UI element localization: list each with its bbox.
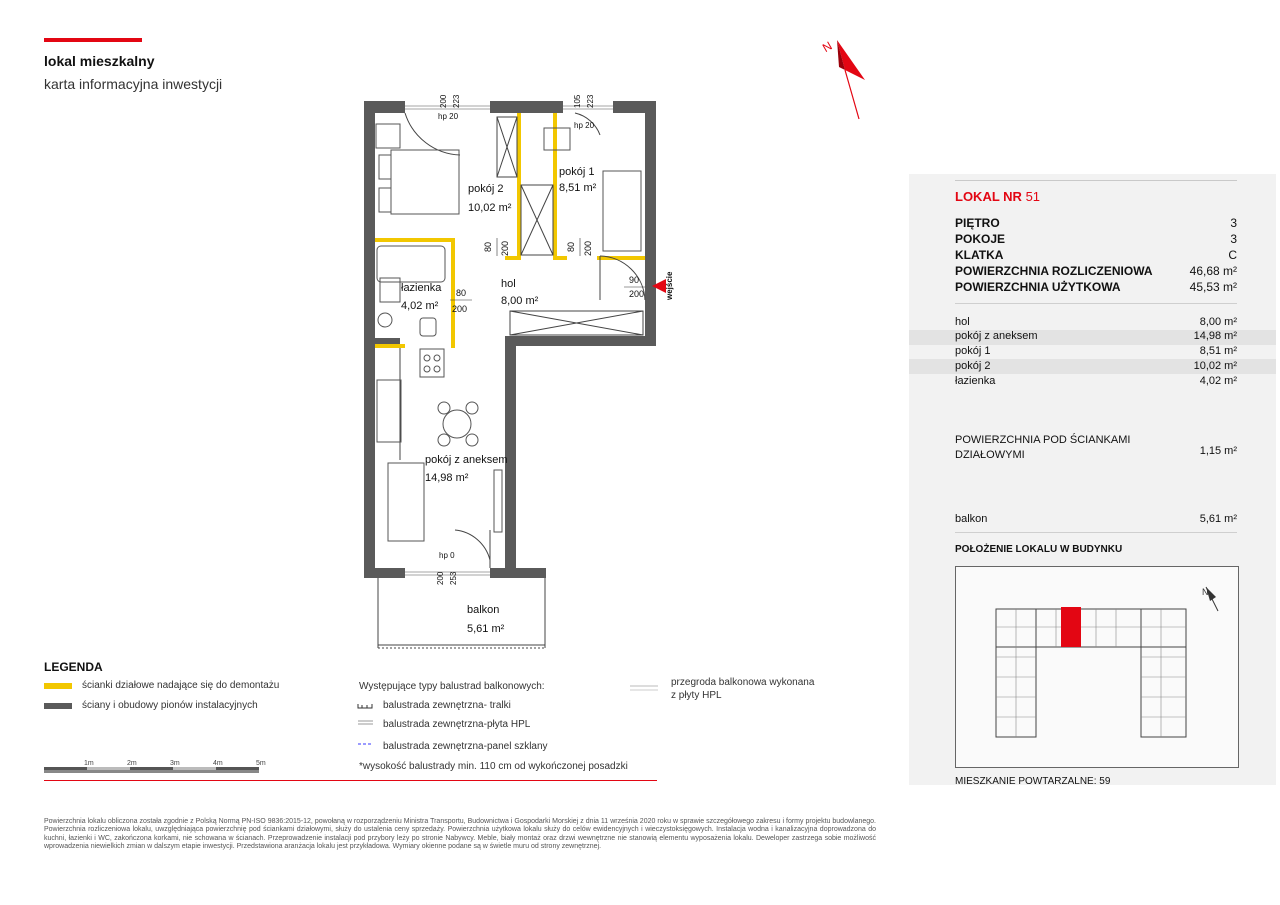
balustrade-type-railing: balustrada zewnętrzna- tralki: [383, 700, 511, 711]
room-row-pokoj2: [955, 360, 1237, 375]
summary-label: POWIERZCHNIA ROZLICZENIOWA: [955, 264, 1153, 278]
room-value: 8,00 m²: [1199, 316, 1237, 328]
room-area-hol: 8,00 m²: [501, 295, 539, 307]
dining-table: [443, 410, 471, 438]
lokal-number: 51: [1025, 189, 1041, 204]
partition-label-1: przegroda balkonowa wykonana: [671, 677, 815, 688]
balustrade-type-glass: balustrada zewnętrzna-panel szklany: [383, 741, 548, 752]
legend-swatch-gray: [44, 703, 72, 709]
lokal-number-heading: [955, 189, 1040, 204]
legend-bottom-rule: [44, 780, 657, 781]
room-value: 14,98 m²: [1193, 330, 1237, 342]
under-walls-value: 1,15 m²: [1199, 445, 1237, 457]
summary-value: 3: [1230, 216, 1237, 230]
summary-row-rooms: [955, 232, 1237, 248]
building-location-map: [955, 566, 1239, 768]
balustrade-railing-icon: [358, 704, 372, 708]
window-hp-3: hp 0: [439, 551, 455, 560]
window-height-2: 223: [586, 94, 595, 108]
balcony: [378, 578, 545, 648]
bathtub: [377, 246, 445, 282]
lokal-label: LOKAL NR: [955, 189, 1022, 204]
balcony-label: balkon: [955, 513, 988, 525]
window-width-1: 200: [439, 94, 448, 108]
balustrade-symbols: [357, 700, 377, 752]
window-width-2: 105: [573, 94, 582, 108]
partition-icon: [630, 684, 660, 694]
door-height-2: 200: [583, 240, 593, 256]
balcony-row: [955, 513, 1237, 528]
under-walls-label-2: DZIAŁOWYMI: [955, 449, 1025, 461]
room-area-balkon: 5,61 m²: [467, 623, 505, 635]
room-value: 4,02 m²: [1199, 375, 1237, 387]
room-name-hol: hol: [501, 278, 516, 290]
room-label: łazienka: [955, 375, 996, 387]
window-hp-2: hp 20: [574, 121, 595, 130]
door-width-2: 80: [566, 241, 576, 252]
room-name-balkon: balkon: [467, 604, 500, 616]
legend-item-walls: ściany i obudowy pionów instalacyjnych: [82, 700, 258, 711]
room-label: pokój z aneksem: [955, 330, 1038, 342]
compass-north-icon: [815, 35, 875, 125]
door-width-4: 90: [629, 275, 640, 285]
room-name-pokoj1: pokój 1: [559, 166, 595, 178]
room-value: 10,02 m²: [1193, 360, 1237, 372]
summary-label: PIĘTRO: [955, 216, 1000, 230]
kitchen-counter: [377, 380, 401, 442]
bed-room1: [603, 171, 641, 251]
window-width-3: 200: [436, 571, 445, 585]
summary-row-floor: [955, 216, 1237, 232]
under-walls-area: [955, 433, 1237, 463]
sofa: [388, 463, 424, 541]
floor-plan: [355, 90, 675, 660]
window-height-1: 223: [452, 94, 461, 108]
panel-top-rule: [955, 180, 1237, 181]
window-height-3: 253: [449, 571, 458, 585]
repeat-count: MIESZKANIE POWTARZALNE: 59: [955, 776, 1111, 787]
balcony-value: 5,61 m²: [1199, 513, 1237, 525]
room-label: pokój 1: [955, 345, 991, 357]
legend-swatch-yellow: [44, 683, 72, 689]
scale-tick-5: 5m: [256, 760, 266, 767]
door-width-3: 80: [456, 288, 467, 298]
room-row-hol: [955, 316, 1237, 331]
room-name-pokoj2: pokój 2: [468, 183, 504, 195]
brand-accent-bar: [44, 38, 142, 42]
room-area-pokoj2: 10,02 m²: [468, 202, 512, 214]
room-row-lazienka: [955, 375, 1237, 390]
scale-tick-2: 2m: [127, 760, 137, 767]
balustrade-type-hpl: balustrada zewnętrzna-płyta HPL: [383, 719, 531, 730]
walls: [364, 101, 656, 578]
room-row-pokoj1: [955, 345, 1237, 360]
scale-tick-4: 4m: [213, 760, 223, 767]
summary-label: POWIERZCHNIA UŻYTKOWA: [955, 280, 1121, 294]
summary-row-billing-area: [955, 264, 1237, 280]
door-height-3: 200: [452, 304, 468, 314]
under-walls-label-1: POWIERZCHNIA POD ŚCIANKAMI: [955, 434, 1131, 446]
summary-row-usable-area: [955, 280, 1237, 296]
door-height-1: 200: [500, 240, 510, 256]
document-subtitle: karta informacyjna inwestycji: [44, 76, 223, 92]
summary-label: KLATKA: [955, 248, 1004, 262]
panel-divider: [955, 532, 1237, 533]
location-title: POŁOŻENIE LOKALU W BUDYNKU: [955, 544, 1123, 555]
room-name-lazienka: łazienka: [401, 282, 442, 294]
balustrade-note: *wysokość balustrady min. 110 cm od wykończonej posadzki: [359, 761, 628, 772]
room-name-pokoj-z-aneksem: pokój z aneksem: [425, 454, 508, 466]
summary-row-staircase: [955, 248, 1237, 264]
legend-item-partitions: ścianki działowe nadające się do demontażu: [82, 680, 280, 691]
toilet: [420, 318, 436, 336]
document-type: lokal mieszkalny: [44, 53, 155, 69]
door-width-1: 80: [483, 241, 493, 252]
scale-bar: [44, 757, 274, 777]
bed-room2: [391, 150, 459, 214]
room-label: hol: [955, 316, 970, 328]
highlighted-unit: [1061, 607, 1081, 647]
room-value: 8,51 m²: [1199, 345, 1237, 357]
panel-divider: [955, 303, 1237, 304]
compass-tail: [845, 70, 859, 119]
room-area-pokoj1: 8,51 m²: [559, 182, 597, 194]
scale-tick-1: 1m: [84, 760, 94, 767]
window-hp-1: hp 20: [438, 112, 459, 121]
legend-title: LEGENDA: [44, 660, 103, 674]
mini-compass-label: N: [1202, 587, 1209, 597]
entrance-label: wejście: [665, 271, 674, 300]
door-height-4: 200: [629, 289, 645, 299]
balustrade-hpl-icon: [358, 721, 373, 724]
room-area-lazienka: 4,02 m²: [401, 300, 439, 312]
building-outline: [956, 567, 1238, 767]
partition-label-2: z płyty HPL: [671, 690, 722, 701]
stove: [420, 349, 444, 377]
dimension-dividers: [450, 238, 645, 300]
room-label: pokój 2: [955, 360, 991, 372]
summary-value: 45,53 m²: [1189, 280, 1237, 294]
room-area-pokoj-z-aneksem: 14,98 m²: [425, 472, 469, 484]
summary-value: 46,68 m²: [1189, 264, 1237, 278]
summary-value: 3: [1230, 232, 1237, 246]
summary-value: C: [1228, 248, 1237, 262]
room-row-pokoj-z-aneksem: [955, 330, 1237, 345]
compass-label: N: [820, 38, 835, 56]
summary-label: POKOJE: [955, 232, 1006, 246]
balustrade-title: Występujące typy balustrad balkonowych:: [359, 681, 545, 692]
legal-footnote: Powierzchnia lokalu obliczona została zgodnie z Polską Normą PN-ISO 9836:2015-12, powołaną w rozporządzeniu Ministra Transportu, Budownictwa i Gospodarki Morskiej z dnia 11 września 2020 roku w sprawie szczegółowego zakresu i formy projektu budowlanego. Powierzchnia rozliczeniowa lokalu, uwzględniająca powierzchnię pod ściankami działowymi, służy do ustalenia ceny sprzedaży. Powierzchnia użytkowa lokalu służy do celów ewidencyjnych i wieczystoksięgowych. Instalacja wodna i kanalizacyjna doprowadzona do kuchni, łazienki i WC, zakończona korkami, nie schowana w ścianach. Przeprowadzenie instalacji pod przybory leży po stronie Nabywcy. Meble, biały montaż oraz drzwi wewnętrzne nie stanowią elementu wyposażenia lokalu. Deweloper zastrzega sobie możliwość wprowadzenia niewielkich zmian w dalszym etapie inwestycji. Przedstawiona aranżacja lokalu jest przykładowa. Wymiary okienne podane są w świetle muru od strony zewnętrznej.: [44, 818, 876, 851]
scale-tick-3: 3m: [170, 760, 180, 767]
balcony-wall-stub: [516, 568, 546, 578]
